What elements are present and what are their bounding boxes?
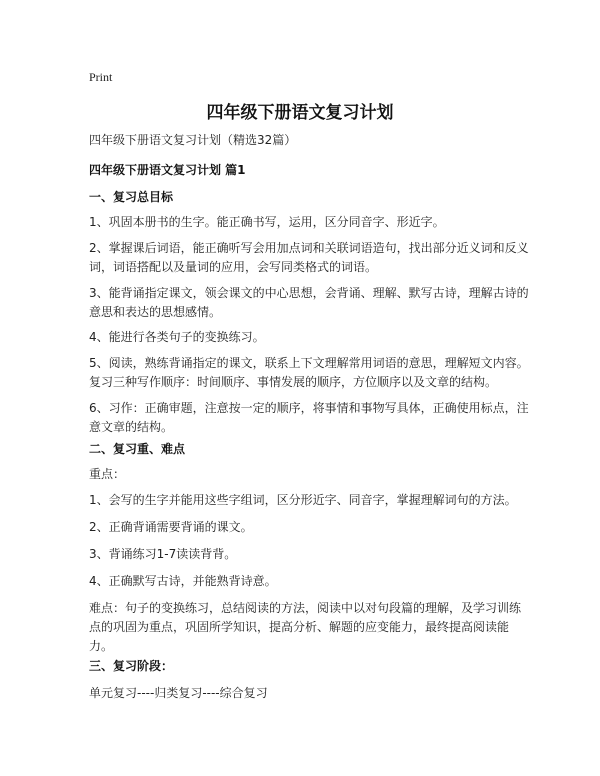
key-item-4: 4、正确默写古诗，并能熟背诗意。 (89, 574, 277, 588)
goal-item-2: 2、掌握课后词语，能正确听写会用加点词和关联词语造句，找出部分近义词和反义词，词语搭配以及量词的应用，会写同类格式的词语。 (89, 241, 529, 274)
key-label: 重点： (89, 467, 126, 481)
key-heading: 二、复习重、难点 (89, 442, 186, 456)
goal-item-3: 3、能背诵指定课文，领会课文的中心思想，会背诵、理解、默写古诗，理解古诗的意思和表达的思想感情。 (89, 286, 529, 319)
print-link[interactable]: Print (89, 70, 113, 84)
goal-item-5: 5、阅读，熟练背诵指定的课文，联系上下文理解常用词语的意思，理解短文内容。复习三种写作顺序：时间顺序、事情发展的顺序，方位顺序以及文章的结构。 (89, 356, 529, 389)
goal-item-6: 6、习作：正确审题，注意按一定的顺序，将事情和事物写具体，正确使用标点，注意文章的结构。 (89, 401, 529, 434)
key-item-1: 1、会写的生字并能用这些字组词，区分形近字、同音字，掌握理解词句的方法。 (89, 493, 517, 507)
goal-item-1: 1、巩固本册书的生字。能正确书写，运用，区分同音字、形近字。 (89, 215, 445, 229)
key-item-2: 2、正确背诵需要背诵的课文。 (89, 520, 253, 534)
subtitle: 四年级下册语文复习计划（精选32篇） (89, 133, 297, 147)
page-title: 四年级下册语文复习计划 (206, 103, 394, 123)
article-heading: 四年级下册语文复习计划 篇1 (89, 163, 246, 177)
stage-text: 单元复习----归类复习----综合复习 (89, 686, 268, 700)
stage-heading: 三、复习阶段： (89, 659, 174, 673)
difficulty-paragraph: 难点：句子的变换练习，总结阅读的方法，阅读中以对句段篇的理解，及学习训练点的巩固为重点，巩固所学知识，提高分析、解题的应变能力，最终提高阅读能力。 (89, 601, 522, 653)
goal-item-4: 4、能进行各类句子的变换练习。 (89, 330, 265, 344)
key-item-3: 3、背诵练习1-7读读背背。 (89, 547, 237, 561)
goals-heading: 一、复习总目标 (89, 190, 174, 204)
